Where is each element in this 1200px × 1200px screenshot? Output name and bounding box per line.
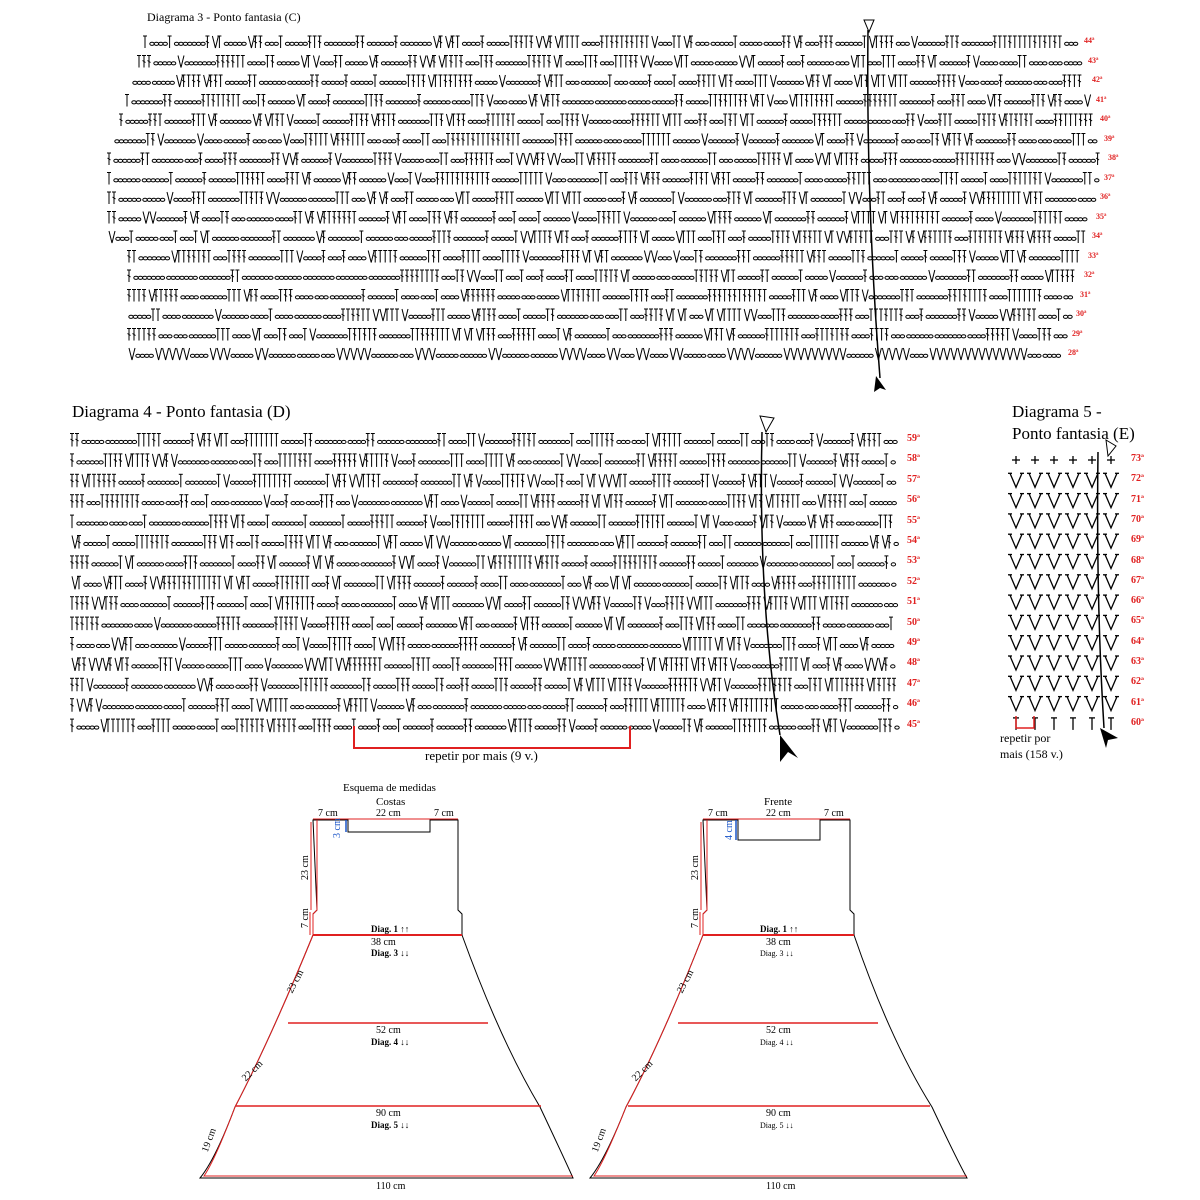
diagram4-row-label: 58ª: [907, 453, 920, 465]
schema-back-name: Costas: [376, 796, 406, 808]
front-shoulder-left: 7 cm: [708, 808, 728, 819]
back-slope-23: 23 cm: [285, 968, 307, 996]
diagram3-row-label: 28ª: [1068, 348, 1079, 357]
diagram4-row-label: 46ª: [907, 698, 920, 710]
diagram5-row-label: 67ª: [1131, 574, 1144, 586]
back-slope-19: 19 cm: [200, 1126, 219, 1154]
diagram3-row-label: 29ª: [1072, 328, 1083, 338]
front-side-height: 7 cm: [690, 908, 701, 928]
front-width-90: 90 cm: [766, 1108, 791, 1119]
front-slope-19: 19 cm: [590, 1126, 609, 1154]
back-side-height: 7 cm: [300, 908, 311, 928]
diagram5-row-label: 68ª: [1131, 554, 1144, 566]
front-diag1: Diag. 1 ↑↑: [760, 924, 799, 934]
schema-title: Esquema de medidas: [343, 782, 436, 794]
diagram4-repeat-note: repetir por mais (9 v.): [425, 748, 538, 763]
diagram4-row-label: 56ª: [907, 494, 920, 506]
diagram5-row-label: 64ª: [1131, 635, 1144, 647]
front-slope-23: 23 cm: [675, 968, 697, 996]
diagram3-row-label: 44ª: [1084, 36, 1095, 45]
diagram4-row-label: 49ª: [907, 637, 920, 648]
diagram3-row-label: 35ª: [1096, 211, 1107, 221]
back-width-110: 110 cm: [376, 1181, 406, 1192]
front-diag5: Diag. 5 ↓↓: [760, 1121, 794, 1130]
back-diag5: Diag. 5 ↓↓: [371, 1120, 410, 1130]
diagram5-title-line1: Diagrama 5 -: [1012, 402, 1102, 421]
diagram5-row-label: 61ª: [1131, 696, 1144, 708]
back-shoulder-right: 7 cm: [434, 808, 454, 819]
back-width-90: 90 cm: [376, 1108, 401, 1119]
diagram4-row-label: 50ª: [907, 616, 920, 628]
back-width-38: 38 cm: [371, 937, 396, 948]
back-neck-width: 22 cm: [376, 808, 401, 819]
diagram4-row-label: 57ª: [907, 473, 920, 485]
diagram4-row-label: 59ª: [907, 433, 920, 444]
diagram3-row-label: 36ª: [1100, 192, 1111, 201]
back-shoulder-left: 7 cm: [318, 808, 338, 819]
diagram5-row-label: 69ª: [1131, 534, 1144, 546]
diagram4-row-label: 47ª: [907, 677, 920, 689]
schema-front-name: Frente: [764, 796, 793, 808]
diagram4-row-label: 51ª: [907, 596, 920, 608]
diagram5-row-label: 71ª: [1131, 493, 1144, 505]
diagram5-row-label: 65ª: [1131, 615, 1144, 627]
diagram3-row-label: 30ª: [1076, 309, 1087, 318]
front-neck-drop: 4 cm: [724, 820, 735, 840]
front-diag4: Diag. 4 ↓↓: [760, 1038, 794, 1047]
diagram5-repeat-line2: mais (158 v.): [1000, 747, 1063, 761]
front-armhole-height: 23 cm: [690, 855, 701, 880]
diagram4-title: Diagrama 4 - Ponto fantasia (D): [72, 402, 291, 421]
diagram3-row-label: 43ª: [1088, 55, 1099, 65]
diagram5-row-label: 62ª: [1131, 676, 1144, 688]
diagram3-row-label: 32ª: [1084, 270, 1095, 279]
diagram3-row-label: 31ª: [1080, 289, 1091, 299]
diagram5-title-line2: Ponto fantasia (E): [1012, 424, 1135, 443]
back-slope-22: 22 cm: [240, 1058, 266, 1084]
diagram3-row-label: 38ª: [1108, 153, 1119, 162]
diagram5-row-label: 66ª: [1131, 595, 1144, 607]
diagram3-row-label: 33ª: [1088, 250, 1099, 260]
diagram5-row-label: 72ª: [1131, 473, 1144, 485]
diagram3-row-label: 40ª: [1100, 114, 1111, 123]
diagram3-row-label: 41ª: [1096, 94, 1107, 104]
diagram4-row-label: 52ª: [907, 575, 920, 587]
diagram3-row-label: 39ª: [1104, 133, 1115, 143]
back-neck-drop: 3 cm: [332, 818, 343, 838]
front-diag3: Diag. 3 ↓↓: [760, 949, 794, 958]
front-neck-width: 22 cm: [766, 808, 791, 819]
back-diag3: Diag. 3 ↓↓: [371, 948, 410, 958]
diagram5-row-label: 73ª: [1131, 453, 1144, 464]
back-armhole-height: 23 cm: [300, 855, 311, 880]
diagram5-row-label: 60ª: [1131, 716, 1144, 728]
front-width-110: 110 cm: [766, 1181, 796, 1192]
front-width-52: 52 cm: [766, 1025, 791, 1036]
diagram4-row-label: 45ª: [907, 718, 920, 730]
back-diag1: Diag. 1 ↑↑: [371, 924, 410, 934]
diagram3-row-label: 34ª: [1092, 231, 1103, 240]
diagram4-row-label: 53ª: [907, 555, 920, 567]
diagram3-title: Diagrama 3 - Ponto fantasia (C): [147, 10, 301, 24]
diagram3-row-label: 37ª: [1104, 172, 1115, 182]
diagram4-row-label: 48ª: [907, 657, 920, 669]
back-width-52: 52 cm: [376, 1025, 401, 1036]
diagram4-row-label: 54ª: [907, 535, 920, 546]
diagram5-repeat-line1: repetir por: [1000, 731, 1051, 745]
front-slope-22: 22 cm: [630, 1058, 656, 1084]
diagram5-row-label: 70ª: [1131, 513, 1144, 525]
diagram4-row-label: 55ª: [907, 514, 920, 526]
diagram5-row-label: 63ª: [1131, 656, 1144, 667]
front-width-38: 38 cm: [766, 937, 791, 948]
front-shoulder-right: 7 cm: [824, 808, 844, 819]
diagram3-row-label: 42ª: [1092, 75, 1103, 84]
back-diag4: Diag. 4 ↓↓: [371, 1037, 410, 1047]
